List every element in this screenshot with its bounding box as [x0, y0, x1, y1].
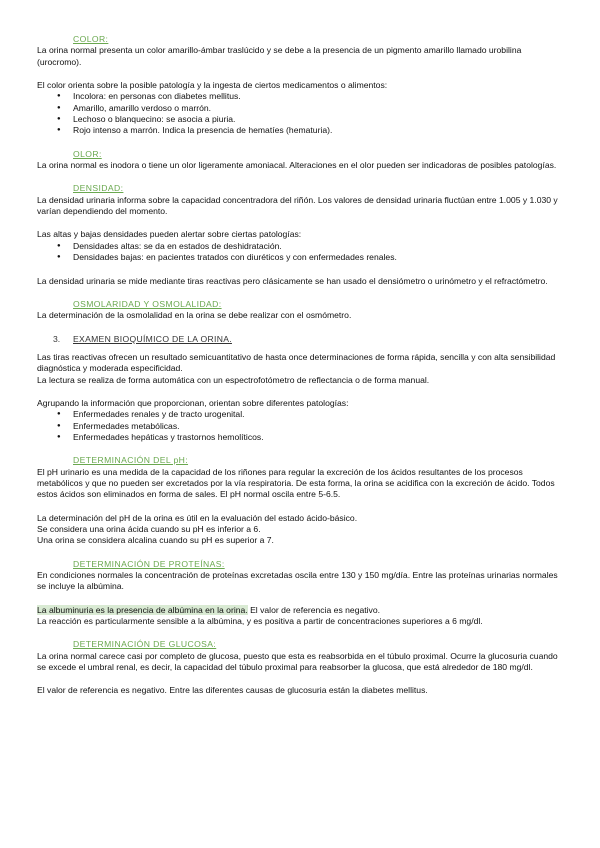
- heading-glucosa: DETERMINACIÓN DE GLUCOSA:: [73, 639, 217, 650]
- document-page: [37, 34, 560, 697]
- densidad-paragraph-1: La densidad urinaria informa sobre la capacidad concentradora del riñón. Los valores de densidad urinaria fluctúan entre 1.005 y 1.030 y varían dependiendo del momento.: [37, 194, 558, 217]
- list-item: ● Incolora: en personas con diabetes mellitus.: [73, 91, 560, 102]
- list-item: ● Lechoso o blanquecino: se asocia a piuria.: [73, 114, 560, 125]
- ph-paragraph-3: Se considera una orina ácida cuando su pH es inferior a 6.: [37, 524, 261, 534]
- color-paragraph-2: El color orienta sobre la posible patología y la ingesta de ciertos medicamentos o alimentos:: [37, 80, 388, 91]
- glucosa-paragraph-1: La orina normal carece casi por completo de glucosa, puesto que esta es reabsorbida en el túbulo proximal. Ocurre la glucosuria cuando se excede el umbral renal, es decir, la capacidad del túbulo proximal para reabsorber la glucosa, que está alrededor de 180 mg/dl.: [37, 650, 558, 673]
- ph-paragraph-1: El pH urinario es una medida de la capacidad de los riñones para regular la excreción de los ácidos resultantes de los procesos metabólicos y que no pueden ser excretados por la vía respiratoria. De esta forma, la orina se acidifica con la excreción de ácido. Todos estos ácidos son eliminados en forma de sales. El pH normal oscila entre 5-6.5.: [37, 466, 555, 500]
- glucosa-paragraph-2: El valor de referencia es negativo. Entre las diferentes causas de glucosuria están la diabetes mellitus.: [37, 685, 428, 696]
- examen-paragraph-3: Agrupando la información que proporcionan, orientan sobre diferentes patologías:: [37, 397, 349, 408]
- heading-densidad: DENSIDAD:: [73, 183, 124, 194]
- color-bullet-list: [37, 91, 560, 136]
- osmolaridad-paragraph-1: La determinación de la osmolalidad en la orina se debe realizar con el osmómetro.: [37, 310, 352, 321]
- list-item: ● Amarillo, amarillo verdoso o marrón.: [73, 103, 560, 114]
- examen-paragraph-1: Las tiras reactivas ofrecen un resultado semicuantitativo de hasta once determinaciones de forma rápida, sencilla y con alta sensibilidad diagnóstica y moderada especificidad.: [37, 351, 556, 374]
- ph-paragraph-2: La determinación del pH de la orina es útil en la evaluación del estado ácido-básico.: [37, 512, 358, 523]
- densidad-bullet-list: [37, 241, 560, 264]
- heading-olor: OLOR:: [73, 148, 102, 159]
- section-number: 3.: [53, 333, 61, 344]
- list-item: ● Densidades altas: se da en estados de deshidratación.: [73, 241, 560, 252]
- examen-bullet-list: [37, 409, 560, 443]
- heading-osmolaridad: OSMOLARIDAD Y OSMOLALIDAD:: [73, 298, 222, 309]
- list-item: ● Enfermedades hepáticas y trastornos hemolíticos.: [73, 432, 560, 443]
- proteinas-paragraph-3: La reacción es particularmente sensible a la albúmina, y es positiva a partir de concentraciones superiores a 6 mg/dl.: [37, 616, 483, 627]
- proteinas-paragraph-2: [37, 605, 560, 616]
- color-paragraph-1: La orina normal presenta un color amarillo-ámbar traslúcido y se debe a la presencia de un pigmento amarillo llamado urobilina (urocromo).: [37, 45, 522, 67]
- proteinas-paragraph-1: En condiciones normales la concentración de proteínas excretadas oscila entre 130 y 150 mg/día. Entre las proteínas urinarias normales se incluye la albúmina.: [37, 570, 558, 592]
- list-item: ● Enfermedades metabólicas.: [73, 421, 560, 432]
- heading-ph: DETERMINACIÓN DEL pH:: [73, 455, 189, 466]
- examen-paragraph-2: La lectura se realiza de forma automática con un espectrofotómetro de reflectancia o de forma manual.: [37, 374, 430, 385]
- heading-examen-bioquimico: [53, 334, 560, 345]
- heading-proteinas: DETERMINACIÓN DE PROTEÍNAS:: [73, 558, 225, 569]
- highlighted-text: La albuminuria es la presencia de albúmina en la orina.: [37, 604, 248, 615]
- list-item: ● Rojo intenso a marrón. Indica la presencia de hematíes (hematuria).: [73, 125, 560, 136]
- proteinas-paragraph-2-rest: El valor de referencia es negativo.: [247, 604, 381, 615]
- densidad-paragraph-2: Las altas y bajas densidades pueden alertar sobre ciertas patologías:: [37, 229, 302, 240]
- ph-paragraph-4: Una orina se considera alcalina cuando su pH es superior a 7.: [37, 535, 274, 546]
- list-item: ● Densidades bajas: en pacientes tratados con diuréticos y con enfermedades renales.: [73, 252, 560, 263]
- section-title: EXAMEN BIOQUÍMICO DE LA ORINA.: [73, 333, 232, 344]
- densidad-paragraph-3: La densidad urinaria se mide mediante tiras reactivas pero clásicamente se han usado el densiómetro o urinómetro y el refractómetro.: [37, 275, 548, 286]
- olor-paragraph-1: La orina normal es inodora o tiene un olor ligeramente amoniacal. Alteraciones en el olor pueden ser indicadoras de posibles patologías.: [37, 160, 557, 171]
- heading-color: COLOR:: [73, 34, 109, 44]
- list-item: ● Enfermedades renales y de tracto urogenital.: [73, 409, 560, 420]
